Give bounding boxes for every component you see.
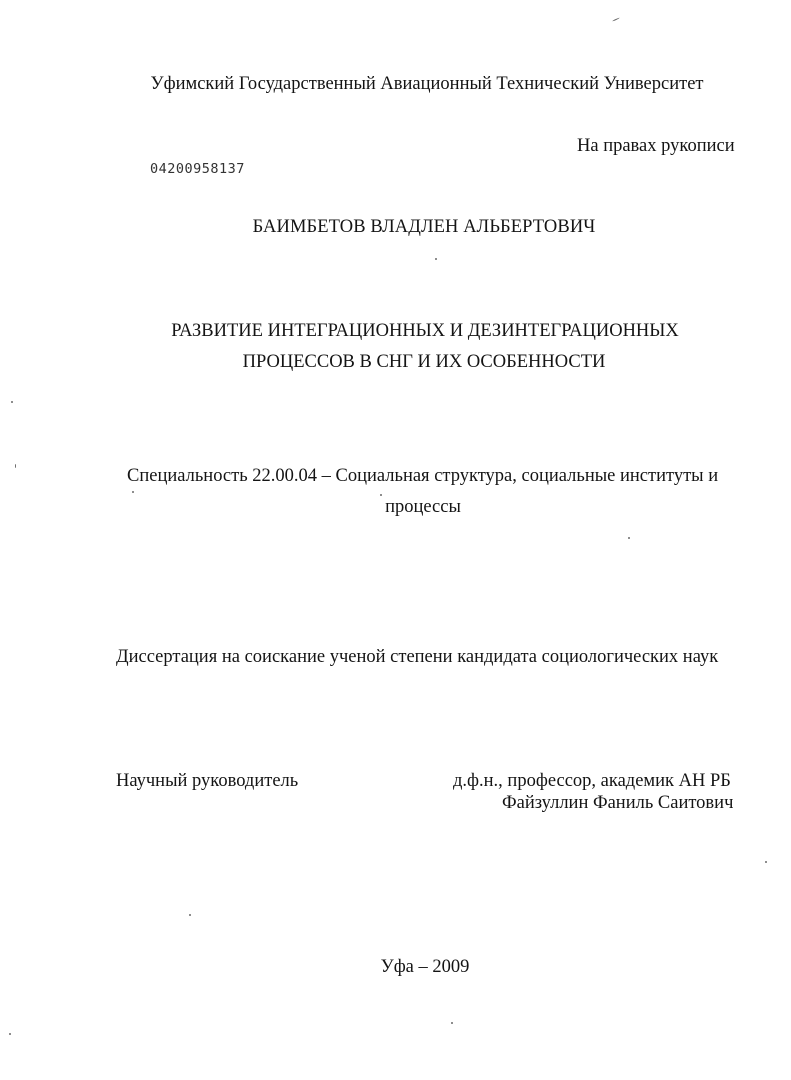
- scan-speck: [451, 1022, 453, 1024]
- manuscript-rights-note: На правах рукописи: [577, 136, 735, 156]
- thesis-title-line-2: ПРОЦЕССОВ В СНГ И ИХ ОСОБЕННОСТИ: [242, 352, 606, 372]
- author-name: БАИМБЕТОВ ВЛАДЛЕН АЛЬБЕРТОВИЧ: [252, 217, 596, 237]
- scan-speck: [765, 861, 767, 863]
- scan-speck: [11, 401, 13, 403]
- scan-speck: [435, 258, 437, 260]
- scan-speck: [15, 464, 16, 468]
- scan-speck: [612, 17, 620, 21]
- supervisor-label: Научный руководитель: [116, 771, 299, 791]
- scan-speck: [9, 1033, 11, 1035]
- university-name: Уфимский Государственный Авиационный Технический Университет: [150, 74, 704, 94]
- supervisor-name: Файзуллин Фаниль Саитович: [502, 793, 734, 813]
- thesis-title-line-1: РАЗВИТИЕ ИНТЕГРАЦИОННЫХ И ДЕЗИНТЕГРАЦИОННЫХ: [171, 321, 679, 341]
- specialty-line-2: процессы: [385, 497, 461, 517]
- scan-speck: [380, 494, 382, 496]
- specialty-line-1: Специальность 22.00.04 – Социальная структура, социальные институты и: [127, 466, 719, 486]
- city-year: Уфа – 2009: [380, 957, 470, 977]
- scan-speck: [132, 491, 134, 493]
- scan-speck: [189, 914, 191, 916]
- scan-speck: [628, 537, 630, 539]
- dissertation-degree-statement: Диссертация на соискание ученой степени кандидата социологических наук: [116, 647, 719, 667]
- supervisor-degree: д.ф.н., профессор, академик АН РБ: [453, 771, 731, 791]
- registration-code: 04200958137: [150, 161, 245, 177]
